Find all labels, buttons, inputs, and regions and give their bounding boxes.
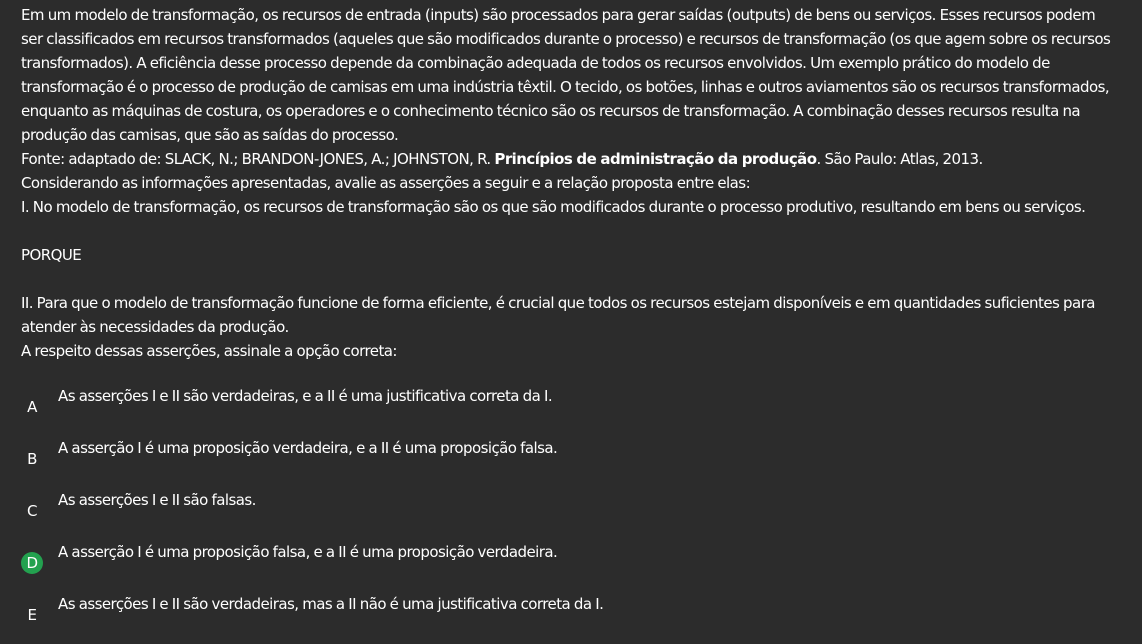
answer-options (21, 384, 1117, 644)
option-text-c: As asserções I e II são falsas. (58, 491, 256, 509)
option-a[interactable] (21, 384, 1117, 436)
option-letter-b: B (27, 450, 37, 468)
option-text-b: A asserção I é uma proposição verdadeira, e a II é uma proposição falsa. (58, 439, 558, 457)
assertion-2: II. Para que o modelo de transformação funcione de forma eficiente, é crucial que todos os recursos estejam disponíveis e em quantidades suficientes para atender às necessidades da produção. (21, 294, 1095, 336)
option-text-d: A asserção I é uma proposição falsa, e a II é uma proposição verdadeira. (58, 543, 558, 561)
source-title: Princípios de administração da produção (494, 150, 817, 168)
option-text-a: As asserções I e II são verdadeiras, e a II é uma justificativa correta da I. (58, 387, 553, 405)
option-b[interactable] (21, 436, 1117, 488)
question-prompt: A respeito dessas asserções, assinale a opção correta: (21, 342, 397, 360)
option-letter-d-correct-badge: D (21, 552, 43, 574)
question-instruction: Considerando as informações apresentadas, avalie as asserções a seguir e a relação proposta entre elas: (21, 174, 751, 192)
option-c[interactable] (21, 488, 1117, 540)
source-suffix: . São Paulo: Atlas, 2013. (816, 150, 983, 168)
option-d[interactable] (21, 540, 1117, 592)
question-body (21, 3, 1117, 363)
option-letter-e: E (27, 606, 37, 624)
option-letter-c: C (27, 502, 37, 520)
source-prefix: Fonte: adaptado de: SLACK, N.; BRANDON-JONES, A.; JOHNSTON, R. (21, 150, 495, 168)
assertion-connector: PORQUE (21, 246, 82, 264)
question-context: Em um modelo de transformação, os recursos de entrada (inputs) são processados para gerar saídas (outputs) de bens ou serviços. Esses recursos podem ser classificados em recursos transformados (aqueles que são modificados durante o processo) e recursos de transformação (os que agem sobre os recursos transformados). A eficiência desse processo depende da combinação adequada de todos os recursos envolvidos. Um exemplo prático do modelo de transformação é o processo de produção de camisas em uma indústria têxtil. O tecido, os botões, linhas e outros aviamentos são os recursos transformados, enquanto as máquinas de costura, os operadores e o conhecimento técnico são os recursos de transformação. A combinação desses recursos resulta na produção das camisas, que são as saídas do processo. (21, 6, 1111, 144)
option-letter-a: A (27, 398, 37, 416)
option-text-e: As asserções I e II são verdadeiras, mas a II não é uma justificativa correta da I. (58, 595, 604, 613)
assertion-1: I. No modelo de transformação, os recursos de transformação são os que são modificados durante o processo produtivo, resultando em bens ou serviços. (21, 198, 1086, 216)
question-source (21, 147, 1117, 171)
